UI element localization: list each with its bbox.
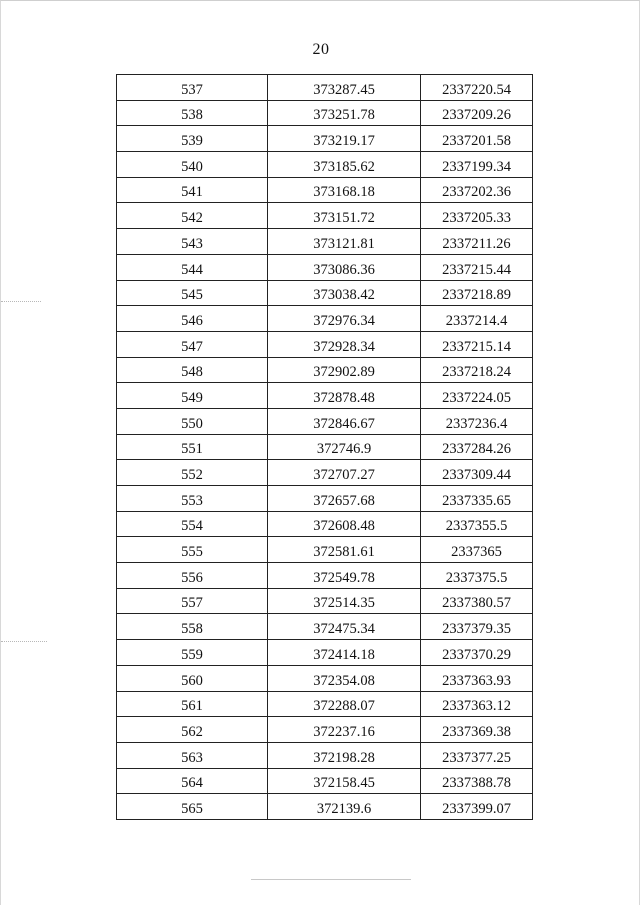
y-coordinate-cell: 2337201.58 xyxy=(421,126,533,152)
table-row xyxy=(117,768,533,794)
y-coordinate-cell: 2337284.26 xyxy=(421,434,533,460)
x-coordinate-cell: 372976.34 xyxy=(268,306,421,332)
table-row xyxy=(117,203,533,229)
point-number-cell: 557 xyxy=(117,588,268,614)
y-coordinate-cell: 2337205.33 xyxy=(421,203,533,229)
scan-artifact-line xyxy=(1,301,41,303)
y-coordinate-cell: 2337215.14 xyxy=(421,331,533,357)
x-coordinate-cell: 373185.62 xyxy=(268,152,421,178)
table-row xyxy=(117,742,533,768)
table-row xyxy=(117,794,533,820)
x-coordinate-cell: 372846.67 xyxy=(268,408,421,434)
table-row xyxy=(117,75,533,101)
point-number-cell: 551 xyxy=(117,434,268,460)
y-coordinate-cell: 2337388.78 xyxy=(421,768,533,794)
table-row xyxy=(117,408,533,434)
point-number-cell: 564 xyxy=(117,768,268,794)
y-coordinate-cell: 2337309.44 xyxy=(421,460,533,486)
y-coordinate-cell: 2337209.26 xyxy=(421,100,533,126)
x-coordinate-cell: 372139.6 xyxy=(268,794,421,820)
y-coordinate-cell: 2337202.36 xyxy=(421,177,533,203)
y-coordinate-cell: 2337236.4 xyxy=(421,408,533,434)
point-number-cell: 561 xyxy=(117,691,268,717)
table-row xyxy=(117,126,533,152)
table-row xyxy=(117,280,533,306)
coordinate-table xyxy=(116,74,533,820)
point-number-cell: 542 xyxy=(117,203,268,229)
y-coordinate-cell: 2337335.65 xyxy=(421,486,533,512)
point-number-cell: 549 xyxy=(117,383,268,409)
point-number-cell: 538 xyxy=(117,100,268,126)
x-coordinate-cell: 372581.61 xyxy=(268,537,421,563)
table-row xyxy=(117,717,533,743)
table-row xyxy=(117,640,533,666)
bottom-rule xyxy=(251,879,411,881)
x-coordinate-cell: 372475.34 xyxy=(268,614,421,640)
table-row xyxy=(117,331,533,357)
point-number-cell: 558 xyxy=(117,614,268,640)
point-number-cell: 554 xyxy=(117,511,268,537)
y-coordinate-cell: 2337363.93 xyxy=(421,665,533,691)
x-coordinate-cell: 372608.48 xyxy=(268,511,421,537)
table-row xyxy=(117,229,533,255)
table-row xyxy=(117,614,533,640)
point-number-cell: 548 xyxy=(117,357,268,383)
point-number-cell: 547 xyxy=(117,331,268,357)
y-coordinate-cell: 2337370.29 xyxy=(421,640,533,666)
x-coordinate-cell: 373287.45 xyxy=(268,75,421,101)
x-coordinate-cell: 372198.28 xyxy=(268,742,421,768)
point-number-cell: 550 xyxy=(117,408,268,434)
y-coordinate-cell: 2337211.26 xyxy=(421,229,533,255)
table-row xyxy=(117,486,533,512)
coordinate-table-body xyxy=(117,75,533,820)
table-row xyxy=(117,691,533,717)
table-row xyxy=(117,563,533,589)
y-coordinate-cell: 2337224.05 xyxy=(421,383,533,409)
table-row xyxy=(117,460,533,486)
scan-artifact-line xyxy=(1,641,47,643)
point-number-cell: 543 xyxy=(117,229,268,255)
x-coordinate-cell: 372514.35 xyxy=(268,588,421,614)
y-coordinate-cell: 2337369.38 xyxy=(421,717,533,743)
y-coordinate-cell: 2337380.57 xyxy=(421,588,533,614)
point-number-cell: 544 xyxy=(117,254,268,280)
point-number-cell: 546 xyxy=(117,306,268,332)
x-coordinate-cell: 373086.36 xyxy=(268,254,421,280)
x-coordinate-cell: 372657.68 xyxy=(268,486,421,512)
y-coordinate-cell: 2337363.12 xyxy=(421,691,533,717)
x-coordinate-cell: 373038.42 xyxy=(268,280,421,306)
y-coordinate-cell: 2337199.34 xyxy=(421,152,533,178)
x-coordinate-cell: 373219.17 xyxy=(268,126,421,152)
x-coordinate-cell: 373168.18 xyxy=(268,177,421,203)
point-number-cell: 559 xyxy=(117,640,268,666)
x-coordinate-cell: 372878.48 xyxy=(268,383,421,409)
x-coordinate-cell: 372288.07 xyxy=(268,691,421,717)
table-row xyxy=(117,434,533,460)
point-number-cell: 555 xyxy=(117,537,268,563)
page-number: 20 xyxy=(312,41,330,58)
table-row xyxy=(117,588,533,614)
table-row xyxy=(117,537,533,563)
point-number-cell: 539 xyxy=(117,126,268,152)
y-coordinate-cell: 2337399.07 xyxy=(421,794,533,820)
table-row xyxy=(117,306,533,332)
point-number-cell: 545 xyxy=(117,280,268,306)
x-coordinate-cell: 373121.81 xyxy=(268,229,421,255)
y-coordinate-cell: 2337365 xyxy=(421,537,533,563)
y-coordinate-cell: 2337214.4 xyxy=(421,306,533,332)
point-number-cell: 562 xyxy=(117,717,268,743)
point-number-cell: 540 xyxy=(117,152,268,178)
x-coordinate-cell: 373251.78 xyxy=(268,100,421,126)
point-number-cell: 565 xyxy=(117,794,268,820)
table-row xyxy=(117,511,533,537)
x-coordinate-cell: 372746.9 xyxy=(268,434,421,460)
x-coordinate-cell: 372928.34 xyxy=(268,331,421,357)
y-coordinate-cell: 2337215.44 xyxy=(421,254,533,280)
y-coordinate-cell: 2337220.54 xyxy=(421,75,533,101)
point-number-cell: 563 xyxy=(117,742,268,768)
point-number-cell: 552 xyxy=(117,460,268,486)
y-coordinate-cell: 2337375.5 xyxy=(421,563,533,589)
table-row xyxy=(117,357,533,383)
table-row xyxy=(117,254,533,280)
x-coordinate-cell: 372354.08 xyxy=(268,665,421,691)
y-coordinate-cell: 2337218.24 xyxy=(421,357,533,383)
point-number-cell: 537 xyxy=(117,75,268,101)
table-row xyxy=(117,177,533,203)
table-row xyxy=(117,665,533,691)
x-coordinate-cell: 373151.72 xyxy=(268,203,421,229)
x-coordinate-cell: 372237.16 xyxy=(268,717,421,743)
x-coordinate-cell: 372158.45 xyxy=(268,768,421,794)
table-row xyxy=(117,152,533,178)
point-number-cell: 553 xyxy=(117,486,268,512)
x-coordinate-cell: 372549.78 xyxy=(268,563,421,589)
y-coordinate-cell: 2337377.25 xyxy=(421,742,533,768)
point-number-cell: 541 xyxy=(117,177,268,203)
table-row xyxy=(117,100,533,126)
table-row xyxy=(117,383,533,409)
point-number-cell: 560 xyxy=(117,665,268,691)
x-coordinate-cell: 372414.18 xyxy=(268,640,421,666)
point-number-cell: 556 xyxy=(117,563,268,589)
y-coordinate-cell: 2337379.35 xyxy=(421,614,533,640)
x-coordinate-cell: 372902.89 xyxy=(268,357,421,383)
x-coordinate-cell: 372707.27 xyxy=(268,460,421,486)
y-coordinate-cell: 2337218.89 xyxy=(421,280,533,306)
y-coordinate-cell: 2337355.5 xyxy=(421,511,533,537)
